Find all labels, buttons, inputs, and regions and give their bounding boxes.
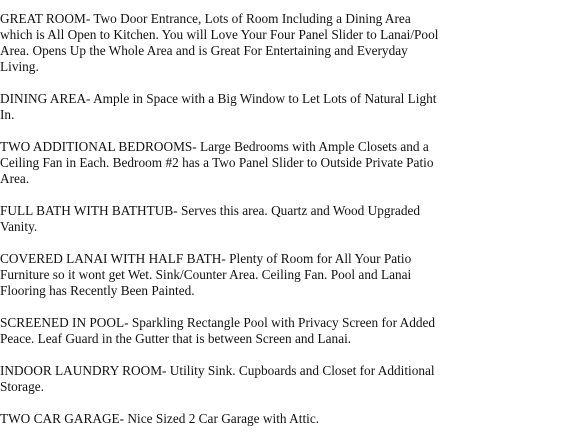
paragraph-covered-lanai: COVERED LANAI WITH HALF BATH- Plenty of Room for All Your Patio Furniture so it wont get Wet. Sink/Counter Area. Ceiling Fan. Pool and Lanai Flooring has Recently Been Painted. — [0, 251, 412, 298]
paragraph-great-room: GREAT ROOM- Two Door Entrance, Lots of Room Including a Dining Area which is All Open to Kitchen. You will Love Your Four Panel Slider to Lanai/Pool Area. Opens Up the Whole Area and is Great For Entertaining and Everyday Living. — [0, 11, 439, 74]
paragraph-dining-area: DINING AREA- Ample in Space with a Big Window to Let Lots of Natural Light In. — [0, 91, 437, 122]
document-body — [0, 11, 440, 443]
paragraph-screened-pool: SCREENED IN POOL- Sparkling Rectangle Pool with Privacy Screen for Added Peace. Leaf Guard in the Gutter that is between Screen and Lanai. — [0, 315, 436, 346]
paragraph-laundry-room: INDOOR LAUNDRY ROOM- Utility Sink. Cupboards and Closet for Additional Storage. — [0, 363, 435, 394]
paragraph-full-bath: FULL BATH WITH BATHTUB- Serves this area. Quartz and Wood Upgraded Vanity. — [0, 203, 421, 234]
paragraph-bedrooms: TWO ADDITIONAL BEDROOMS- Large Bedrooms with Ample Closets and a Ceiling Fan in Each. Bedroom #2 has a Two Panel Slider to Outside Private Patio Area. — [0, 139, 434, 186]
paragraph-garage: TWO CAR GARAGE- Nice Sized 2 Car Garage with Attic. — [0, 411, 320, 426]
